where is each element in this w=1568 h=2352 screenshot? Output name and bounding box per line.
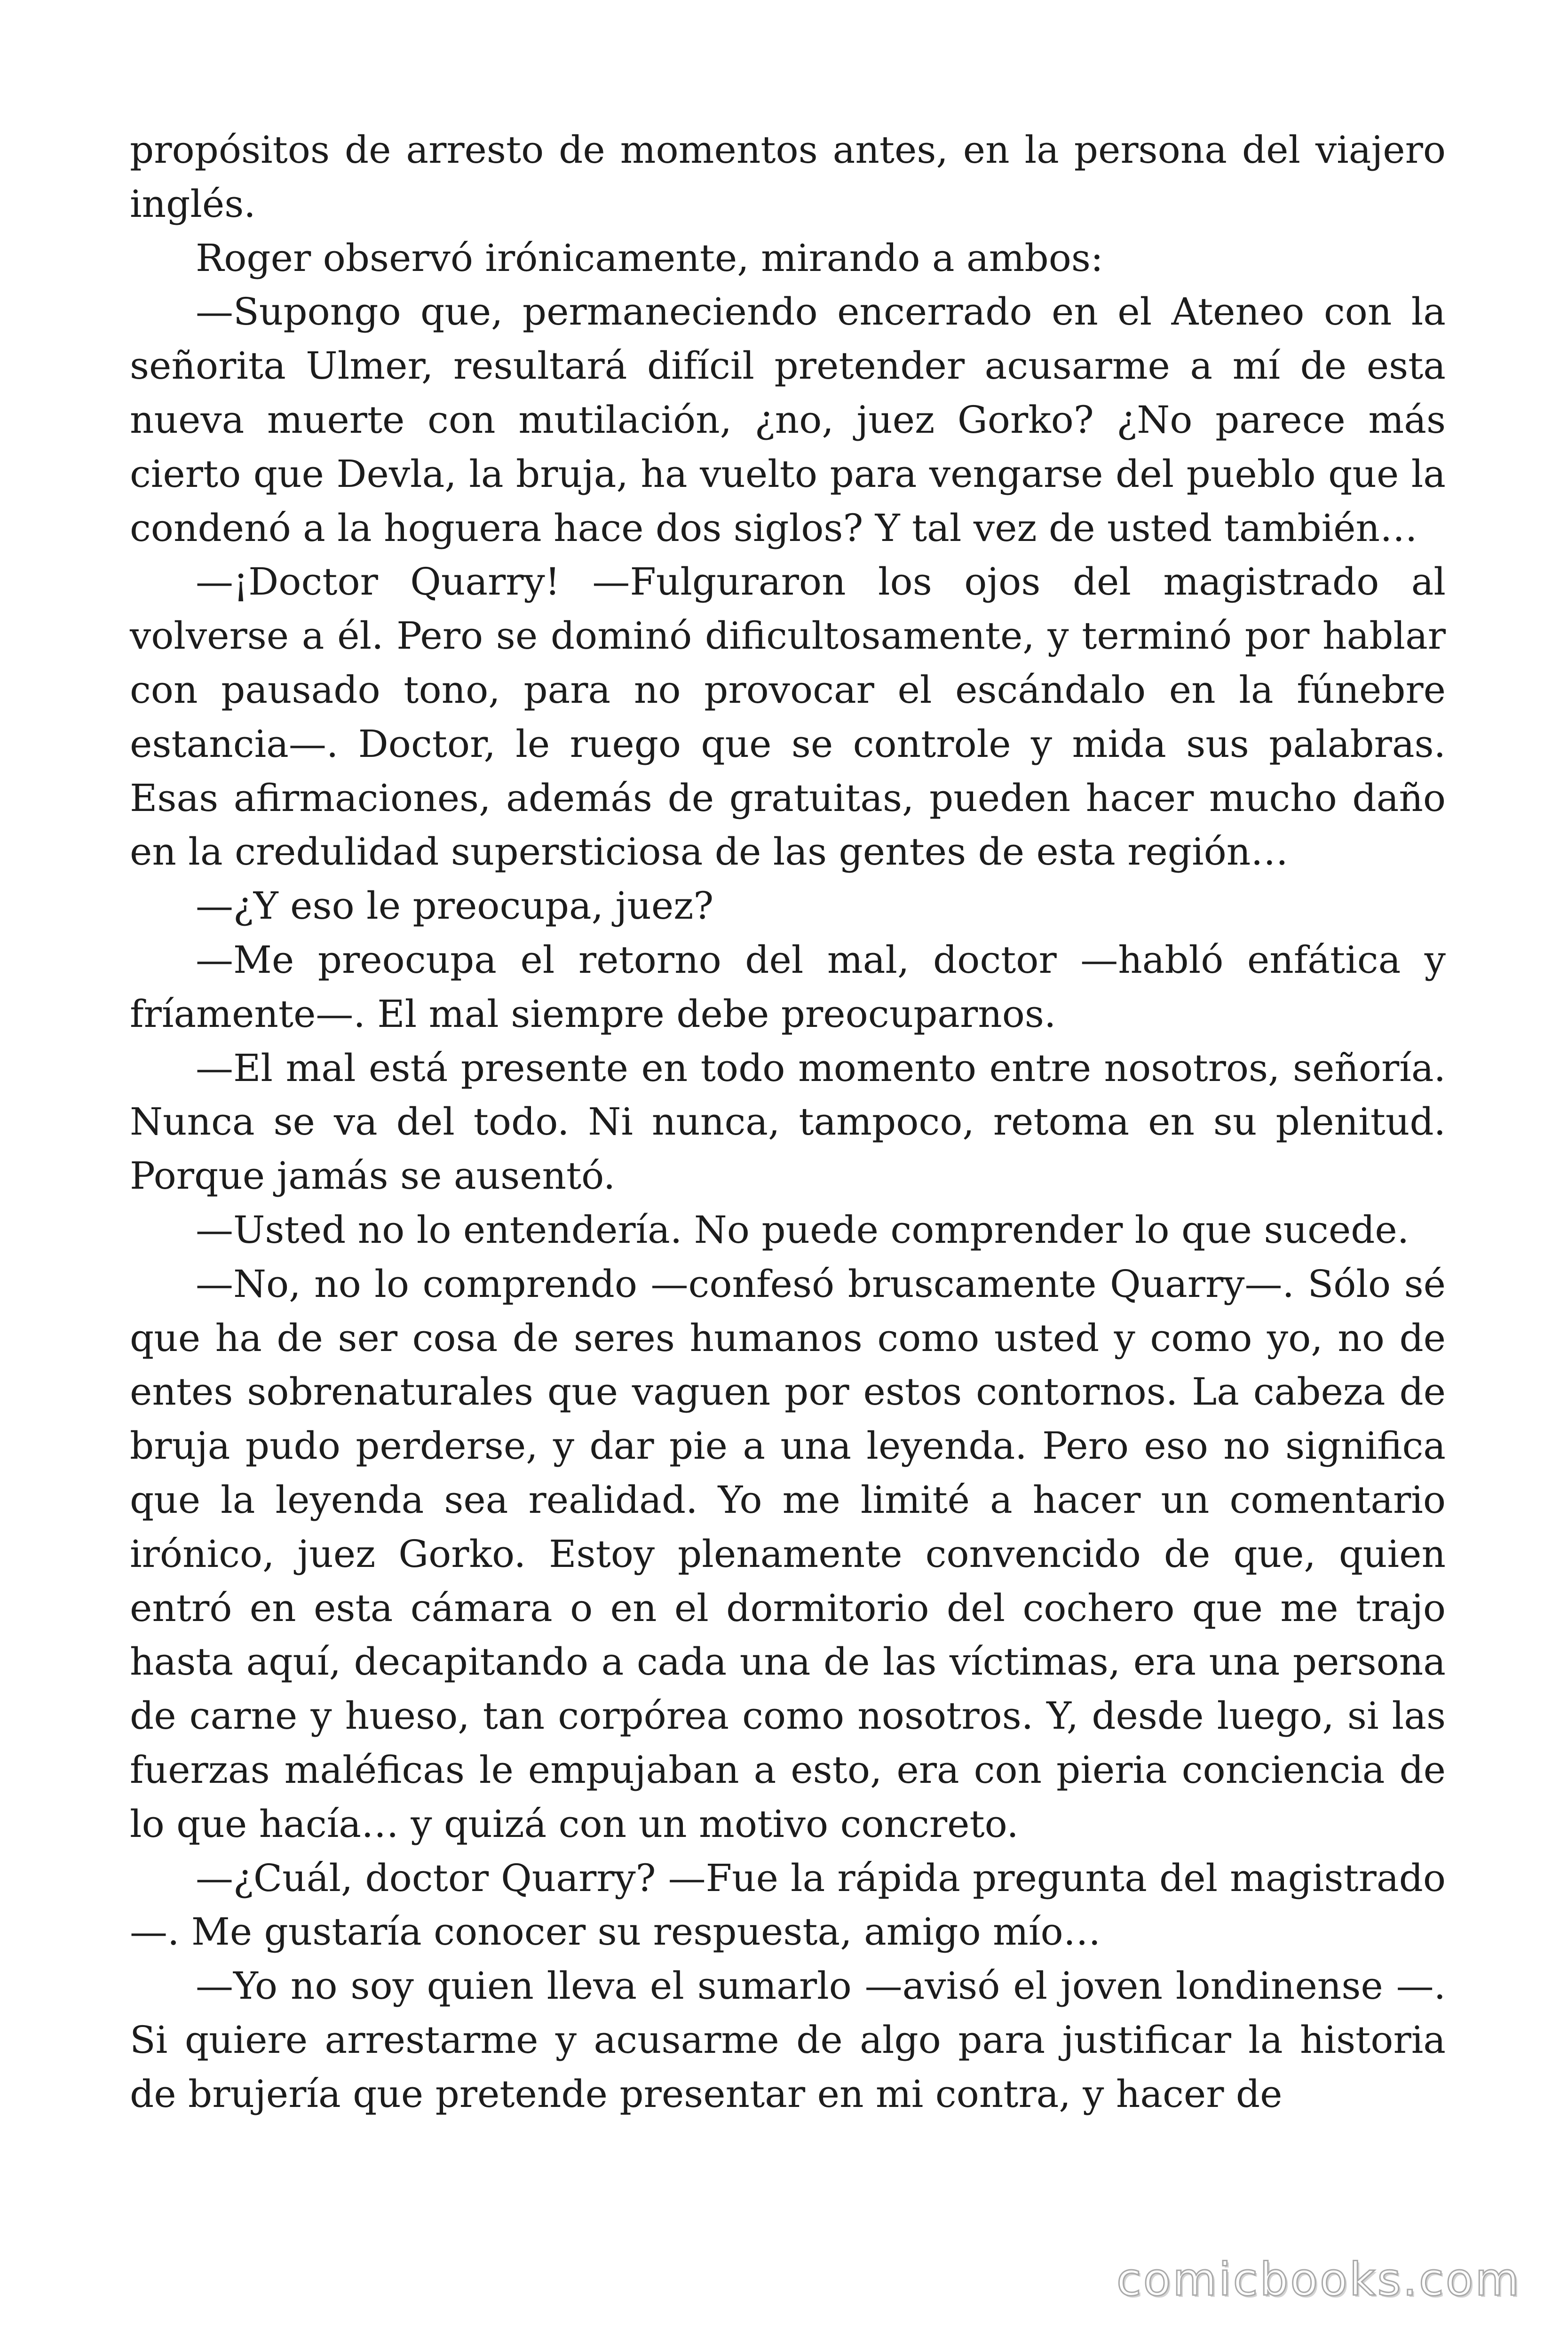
paragraph-9: —No, no lo comprendo —confesó bruscamente Quarry—. Sólo sé que ha de ser cosa de seres humanos como usted y como yo, no de entes sobrenaturales que vaguen por estos contornos. La cabeza de bruja pudo perderse, y dar pie a una leyenda. Pero eso no significa que la leyenda sea realidad. Yo me limité a hacer un comentario irónico, juez Gorko. Estoy plenamente convencido de que, quien entró en esta cámara o en el dormitorio del cochero que me trajo hasta aquí, decapitando a cada una de las víctimas, era una persona de carne y hueso, tan corpórea como nosotros. Y, desde luego, si las fuerzas maléficas le empujaban a esto, era con pieria conciencia de lo que hacía… y quizá con un motivo concreto. xyxy=(130,1262,1446,1846)
paragraph-5: —¿Y eso le preocupa, juez? xyxy=(196,884,714,928)
body-text xyxy=(130,123,1446,2121)
paragraph-6: —Me preocupa el retorno del mal, doctor —habló enfática y fríamente—. El mal siempre debe preocuparnos. xyxy=(130,938,1446,1036)
paragraph-1: propósitos de arresto de momentos antes, en la persona del viajero inglés. xyxy=(130,128,1446,226)
paragraph-7: —El mal está presente en todo momento entre nosotros, señoría. Nunca se va del todo. Ni nunca, tampoco, retoma en su plenitud. Porque jamás se ausentó. xyxy=(130,1046,1446,1198)
paragraph-10: —¿Cuál, doctor Quarry? —Fue la rápida pregunta del magistrado—. Me gustaría conocer su respuesta, amigo mío… xyxy=(130,1856,1446,1954)
paragraph-3: —Supongo que, permaneciendo encerrado en el Ateneo con la señorita Ulmer, resultará difícil pretender acusarme a mí de esta nueva muerte con mutilación, ¿no, juez Gorko? ¿No parece más cierto que Devla, la bruja, ha vuelto para vengarse del pueblo que la condenó a la hoguera hace dos siglos? Y tal vez de usted también… xyxy=(130,290,1446,550)
paragraph-8: —Usted no lo entendería. No puede comprender lo que sucede. xyxy=(196,1208,1410,1252)
paragraph-11: —Yo no soy quien lleva el sumarlo —avisó el joven londinense —. Si quiere arrestarme y acusarme de algo para justificar la historia de brujería que pretende presentar en mi contra, y hacer de xyxy=(130,1964,1446,2116)
watermark: comicbooks.com xyxy=(1116,2253,1521,2306)
paragraph-4: —¡Doctor Quarry! —Fulguraron los ojos del magistrado al volverse a él. Pero se dominó dificultosamente, y terminó por hablar con pausado tono, para no provocar el escándalo en la fúnebre estancia—. Doctor, le ruego que se controle y mida sus palabras. Esas afirmaciones, además de gratuitas, pueden hacer mucho daño en la credulidad supersticiosa de las gentes de esta región… xyxy=(130,560,1446,874)
paragraph-2: Roger observó irónicamente, mirando a ambos: xyxy=(196,236,1103,280)
